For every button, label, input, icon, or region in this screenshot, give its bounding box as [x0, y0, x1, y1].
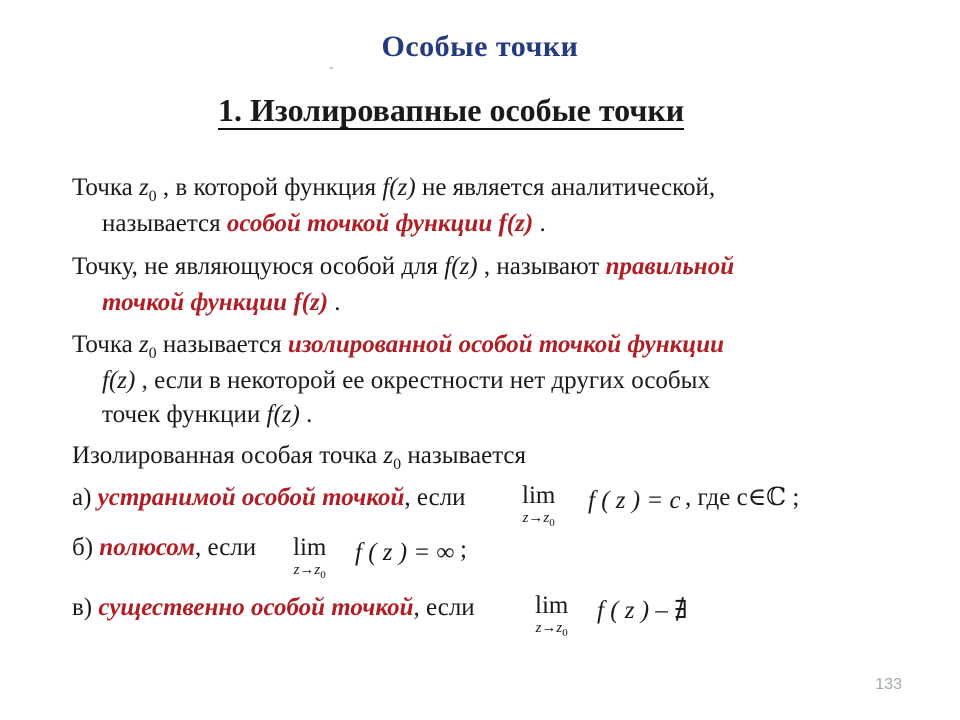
- text: точек функции: [102, 401, 267, 428]
- slide-title: Особые точки: [381, 30, 579, 63]
- text: в): [72, 594, 99, 621]
- text: называется: [401, 442, 527, 469]
- var-z: z: [383, 442, 394, 469]
- limit-a: [522, 482, 555, 529]
- text: называется: [102, 210, 227, 237]
- subscript: 0: [148, 345, 157, 362]
- case-b: [72, 533, 256, 563]
- term-essential: существенно особой точкой: [98, 594, 414, 621]
- def3-line3: [102, 400, 312, 430]
- text: называется: [156, 331, 288, 358]
- func-f: f(z): [102, 367, 136, 394]
- var-z: z: [138, 174, 149, 201]
- lim-text: lim: [522, 482, 556, 509]
- lim-text: lim: [293, 534, 327, 561]
- text: Точка: [72, 174, 139, 201]
- text: б): [72, 534, 100, 561]
- text: Точку, не являющуюся особой для: [72, 253, 445, 280]
- text: Точка: [72, 331, 139, 358]
- func-f: f(z): [444, 253, 478, 280]
- lim-sub: [522, 510, 555, 529]
- lim-text: lim: [535, 592, 569, 619]
- page-number: 133: [875, 676, 902, 693]
- func-f: f(z): [266, 401, 300, 428]
- term-isolated-singular-point: изолированной особой точкой функции: [287, 331, 725, 358]
- term-removable: устранимой особой точкой: [97, 484, 405, 511]
- term-pole: полюсом: [99, 534, 195, 561]
- case-b-tail: ;: [460, 536, 467, 563]
- case-c: [72, 593, 475, 623]
- text: а): [72, 484, 98, 511]
- def2-line2: [102, 288, 341, 318]
- lim-sub: [293, 562, 326, 581]
- def2-line1: [72, 252, 734, 282]
- text: z→z: [535, 620, 563, 636]
- text: Изолированная особая точка: [72, 442, 384, 469]
- subscript: 0: [393, 456, 402, 473]
- section-heading: 1. Изолировапные особые точки: [218, 92, 685, 128]
- subscript: 0: [148, 188, 157, 205]
- def1-line2: [102, 209, 546, 239]
- case-a-tail: , где c∈ℂ ;: [685, 484, 800, 511]
- limit-b: [293, 534, 326, 581]
- subscript: 0: [562, 627, 568, 639]
- text: , если: [413, 594, 475, 621]
- text: z→z: [522, 510, 550, 526]
- text: , если: [404, 484, 466, 511]
- term-regular-point: точкой функции f(z): [102, 289, 329, 316]
- expr-c: f ( z ) – ∄: [597, 597, 688, 624]
- subscript: 0: [549, 517, 555, 529]
- case-a: [72, 483, 466, 513]
- text: .: [299, 401, 313, 428]
- text: , если в некоторой ее окрестности нет других особых: [135, 367, 710, 394]
- expr-a: f ( z ) = c: [588, 487, 681, 514]
- text: , если: [194, 534, 257, 561]
- subscript: 0: [320, 569, 326, 581]
- lim-sub: [535, 620, 568, 639]
- func-f: f(z): [382, 174, 416, 201]
- decorative-mark: -: [329, 60, 334, 75]
- def3-line1: [72, 330, 724, 369]
- text: , в которой функция: [156, 174, 383, 201]
- def1-line1: [72, 173, 715, 212]
- def3-line2: [102, 366, 710, 396]
- text: не является аналитической,: [415, 174, 716, 201]
- expr-b: f ( z ) = ∞: [355, 539, 455, 566]
- term-regular: правильной: [605, 253, 735, 280]
- text: z→z: [293, 562, 321, 578]
- text: , называют: [477, 253, 606, 280]
- text: .: [533, 210, 546, 237]
- term-singular-point: особой точкой функции f(z): [226, 210, 534, 237]
- var-z: z: [138, 331, 149, 358]
- text: .: [328, 289, 341, 316]
- limit-c: [535, 592, 568, 639]
- intro-line: [72, 441, 526, 480]
